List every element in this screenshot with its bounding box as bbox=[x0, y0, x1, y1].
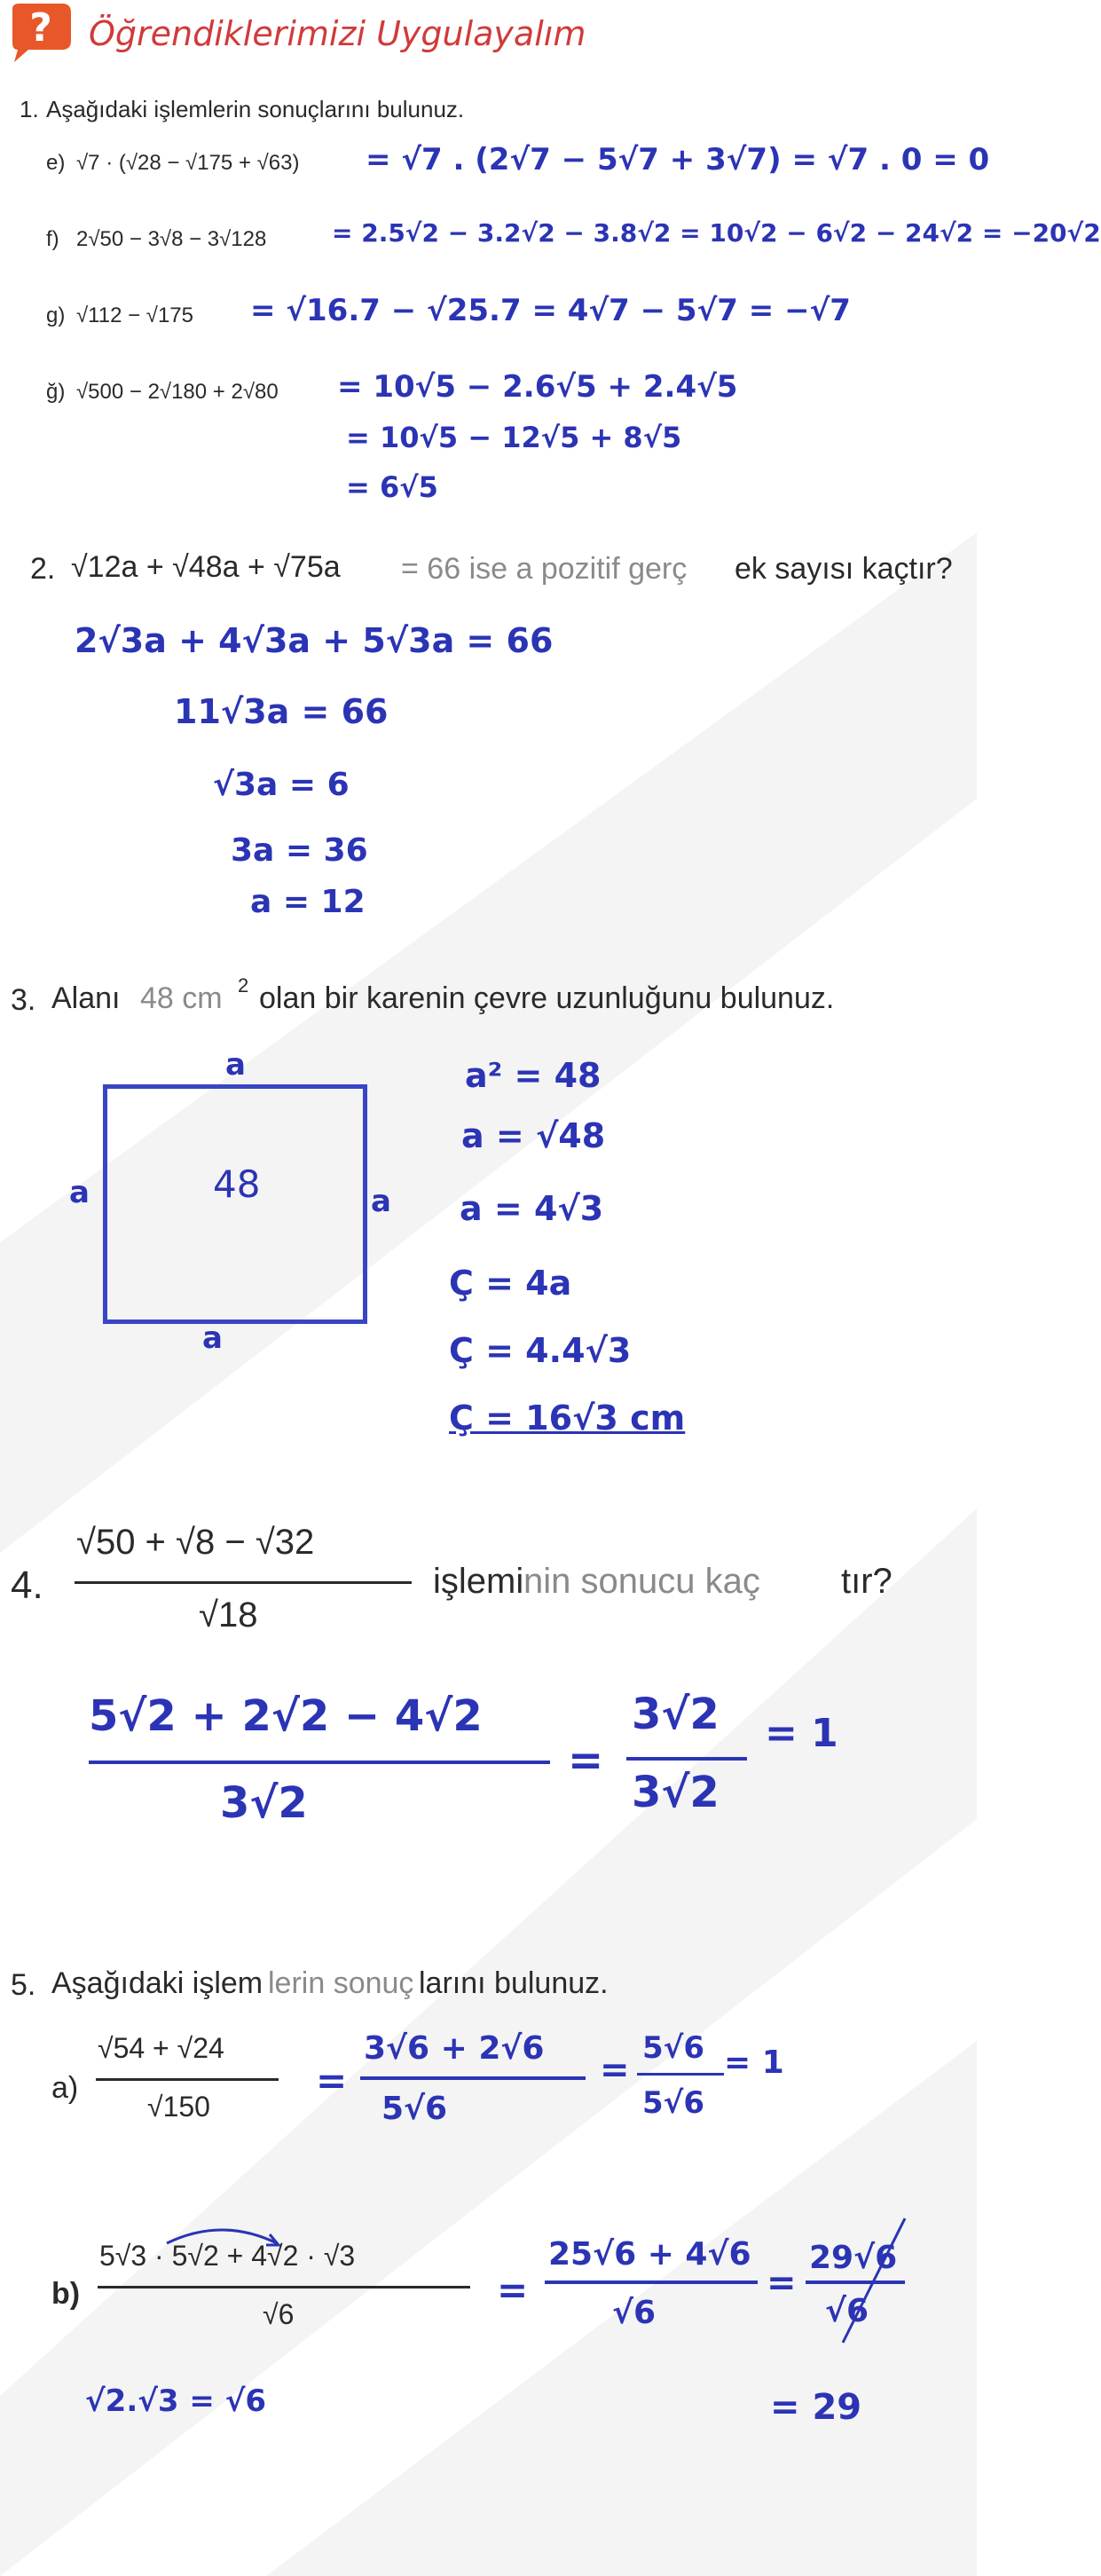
q2-work-5: a = 12 bbox=[250, 884, 366, 920]
q1f-expr: 2√50 − 3√8 − 3√128 bbox=[76, 227, 267, 251]
q3-text-b: olan bir karenin çevre uzunluğunu bulunuz. bbox=[259, 981, 835, 1015]
q2-text: ek sayısı kaçtır? bbox=[735, 552, 953, 586]
q1gg-work-2: = 10√5 − 12√5 + 8√5 bbox=[346, 421, 682, 454]
q5a-fraction-bar bbox=[96, 2078, 279, 2081]
square-area: 48 bbox=[213, 1162, 261, 1206]
q4-work-den: 3√2 bbox=[220, 1778, 308, 1828]
square-side-left: a bbox=[69, 1175, 90, 1210]
q4-numerator: √50 + √8 − √32 bbox=[76, 1523, 315, 1562]
q3-work-6: Ç = 16√3 cm bbox=[449, 1398, 686, 1438]
q1g-label: g) bbox=[46, 303, 66, 327]
q5a-work-num: 3√6 + 2√6 bbox=[364, 2030, 545, 2067]
question-icon bbox=[5, 2, 82, 64]
q5a-work-bar bbox=[360, 2076, 586, 2080]
q3-number: 3. bbox=[11, 983, 36, 1017]
q4-work-eq: = bbox=[568, 1736, 604, 1785]
q2-work-4: 3a = 36 bbox=[231, 832, 368, 869]
q5b-work-eq: = bbox=[497, 2268, 529, 2312]
q2-text-gray: = 66 ise a pozitif gerç bbox=[401, 552, 688, 586]
q3-sup: 2 bbox=[238, 974, 249, 997]
q4-work-bar bbox=[89, 1761, 550, 1764]
q3-work-5: Ç = 4.4√3 bbox=[449, 1331, 632, 1370]
q5a-work-den2: 5√6 bbox=[642, 2085, 704, 2121]
q5a-work-eq2: = bbox=[600, 2050, 630, 2091]
q5b-work-den2: √6 bbox=[825, 2293, 869, 2329]
q1gg-work-1: = 10√5 − 2.6√5 + 2.4√5 bbox=[337, 369, 738, 405]
q3-work-1: a² = 48 bbox=[465, 1056, 602, 1095]
q1-number: 1. bbox=[20, 96, 39, 122]
q5-text-gray: lerin sonuç bbox=[268, 1966, 414, 2000]
q5b-work-den: √6 bbox=[612, 2295, 657, 2331]
q4-denominator: √18 bbox=[199, 1595, 258, 1635]
q1e-label: e) bbox=[46, 151, 66, 175]
q5a-numerator: √54 + √24 bbox=[98, 2032, 224, 2064]
cancel-strike-icon bbox=[816, 2210, 923, 2351]
q4-text-b: tır? bbox=[841, 1562, 893, 1601]
page-title: Öğrendiklerimizi Uygulayalım bbox=[89, 14, 586, 53]
q1gg-expr: √500 − 2√180 + 2√80 bbox=[76, 380, 279, 404]
q5a-label: a) bbox=[51, 2071, 79, 2105]
q2-expr: √12a + √48a + √75a bbox=[71, 550, 341, 584]
q5b-work-num: 25√6 + 4√6 bbox=[548, 2236, 751, 2273]
q1g-expr: √112 − √175 bbox=[76, 303, 193, 327]
q4-number: 4. bbox=[11, 1564, 43, 1607]
q5-text-b: larını bulunuz. bbox=[419, 1966, 609, 2000]
q5b-work-bar bbox=[545, 2281, 758, 2284]
q3-text-a: Alanı bbox=[51, 981, 121, 1015]
q5a-work-num2: 5√6 bbox=[642, 2030, 704, 2066]
q3-work-4: Ç = 4a bbox=[449, 1264, 572, 1303]
q1f-work: = 2.5√2 − 3.2√2 − 3.8√2 = 10√2 − 6√2 − 24√2 = −20√2 bbox=[332, 218, 1101, 248]
q3-text-gray: 48 cm bbox=[140, 981, 223, 1015]
square-side-bottom: a bbox=[202, 1320, 223, 1356]
q5b-label: b) bbox=[51, 2277, 81, 2311]
q1e-expr: √7 · (√28 − √175 + √63) bbox=[76, 151, 300, 175]
q5a-work-bar2 bbox=[637, 2073, 724, 2076]
q1gg-label: ğ) bbox=[46, 380, 66, 404]
q5b-work-note: √2.√3 = √6 bbox=[85, 2383, 267, 2419]
q3-work-3: a = 4√3 bbox=[460, 1189, 604, 1228]
q5b-work-num2: 29√6 bbox=[809, 2240, 898, 2276]
q4-work-bar2 bbox=[626, 1757, 747, 1761]
header bbox=[0, 0, 977, 62]
q5b-fraction-bar bbox=[98, 2286, 470, 2288]
q4-text-a: işlemi bbox=[433, 1562, 524, 1601]
q2-work-2: 11√3a = 66 bbox=[174, 692, 389, 731]
q5a-work-den: 5√6 bbox=[381, 2091, 448, 2127]
q2-number: 2. bbox=[30, 552, 56, 586]
q2-work-1: 2√3a + 4√3a + 5√3a = 66 bbox=[75, 621, 554, 660]
svg-text:?: ? bbox=[29, 5, 52, 51]
q4-work-den2: 3√2 bbox=[632, 1768, 720, 1817]
square-side-right: a bbox=[371, 1184, 391, 1219]
q1e-work: = √7 . (2√7 − 5√7 + 3√7) = √7 . 0 = 0 bbox=[366, 142, 990, 177]
q4-work-num: 5√2 + 2√2 − 4√2 bbox=[89, 1691, 483, 1741]
q5b-work-eq2: = bbox=[767, 2263, 797, 2304]
q4-text-gray: nin sonucu kaç bbox=[523, 1562, 760, 1601]
q1f-label: f) bbox=[46, 227, 59, 251]
q5-text-a: Aşağıdaki işlem bbox=[51, 1966, 263, 2000]
q1gg-work-3: = 6√5 bbox=[346, 470, 438, 504]
q5b-numerator: 5√3 · 5√2 + 4√2 · √3 bbox=[99, 2240, 356, 2272]
q1-prompt: Aşağıdaki işlemlerin sonuçlarını bulunuz. bbox=[46, 96, 465, 122]
q5a-work-eq: = bbox=[316, 2059, 348, 2102]
q5b-work-result: = 29 bbox=[770, 2387, 862, 2428]
q4-work-num2: 3√2 bbox=[632, 1690, 720, 1739]
q5-number: 5. bbox=[11, 1968, 36, 2002]
q1g-work: = √16.7 − √25.7 = 4√7 − 5√7 = −√7 bbox=[250, 293, 851, 328]
q2-work-3: √3a = 6 bbox=[213, 767, 350, 803]
q5a-denominator: √150 bbox=[147, 2091, 210, 2123]
square-side-top: a bbox=[225, 1047, 246, 1083]
q4-fraction-bar bbox=[75, 1581, 412, 1584]
q4-work-result: = 1 bbox=[765, 1711, 838, 1756]
q5a-work-result: = 1 bbox=[724, 2044, 784, 2081]
q5b-denominator: √6 bbox=[263, 2298, 295, 2330]
q3-work-2: a = √48 bbox=[461, 1116, 606, 1155]
